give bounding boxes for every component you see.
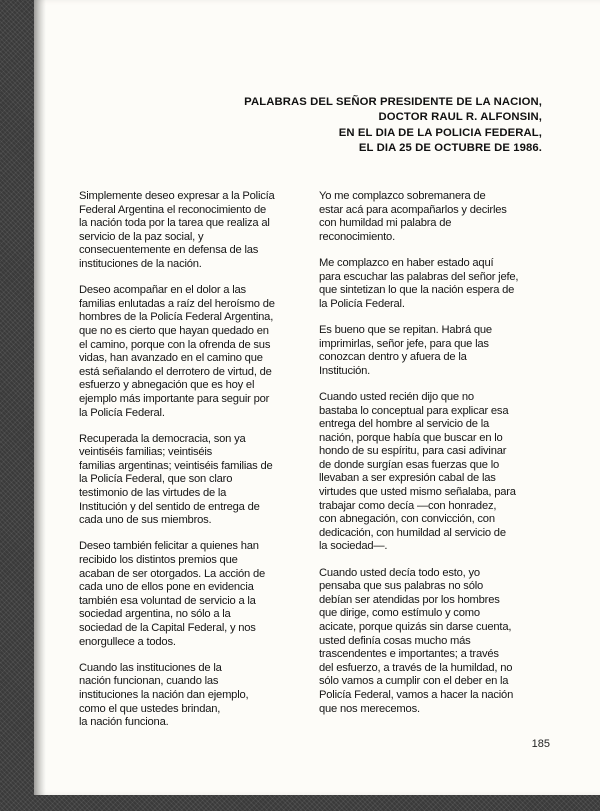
text-line: la nación funciona. — [79, 716, 169, 729]
text-line: Simplemente deseo expresar a la Policía — [79, 190, 275, 202]
text-line: que nos merecemos. — [319, 702, 420, 715]
text-line: entrega del hombre al servicio de la — [319, 418, 490, 431]
text-line: Cuando las instituciones de la — [79, 661, 222, 674]
text-line: Yo me complazco sobremanera de — [319, 190, 486, 202]
text-line: Cuando usted recién dijo que no — [319, 390, 474, 403]
text-line: nación, porque había que buscar en lo — [319, 431, 503, 444]
text-line: veintiséis familias; veintiséis — [79, 446, 213, 459]
paragraph — [79, 190, 329, 272]
text-line: el camino, porque con la ofrenda de sus — [79, 338, 271, 351]
text-line: Federal Argentina el reconocimiento de — [79, 203, 267, 216]
text-line: Institución y del sentido de entrega de — [79, 500, 260, 513]
paragraph — [79, 433, 329, 528]
text-line: estar acá para acompañarlos y decirles — [319, 203, 507, 216]
text-line: que dirige, como estímulo y como — [319, 607, 480, 620]
text-line: enorgullece a todos. — [79, 635, 176, 648]
text-line: de donde surgían esas fuerzas que lo — [319, 458, 500, 471]
text-line: que no es cierto que hayan quedado en — [79, 324, 269, 337]
text-line: Me complazco en haber estado aquí — [319, 256, 494, 269]
text-line: hombres de la Policía Federal Argentina, — [79, 311, 274, 324]
text-line: Institución. — [319, 364, 371, 377]
text-line: hondo de su espíritu, para casi adivinar — [319, 445, 507, 458]
text-line: reconocimiento. — [319, 230, 395, 243]
text-line: Recuperada la democracia, son ya — [79, 432, 246, 445]
text-line: llevaban a ser expresión cabal de las — [319, 472, 496, 485]
text-line: conozcan dentro y afuera de la — [319, 351, 467, 364]
text-line: servicio de la paz social, y — [79, 230, 204, 243]
text-line: del esfuerzo, a través de la humildad, no — [319, 661, 513, 674]
paragraph — [79, 540, 329, 649]
text-line: instituciones la nación dan ejemplo, — [79, 688, 249, 701]
text-line: trabajar como decía —con honradez, — [319, 499, 497, 512]
text-line: bastaba lo conceptual para explicar esa — [319, 404, 509, 417]
text-line: la Policía Federal. — [319, 297, 405, 310]
text-line: esfuerzo y abnegación que es hoy el — [79, 379, 255, 392]
paragraph — [319, 257, 579, 311]
text-line: sociedad de la Capital Federal, y nos — [79, 622, 256, 634]
text-line: Es bueno que se repitan. Habrá que — [319, 323, 492, 336]
text-line: acaban de ser otorgados. La acción de — [79, 567, 266, 580]
text-line: la nación toda por la tarea que realiza al — [79, 217, 270, 230]
text-line: Deseo acompañar en el dolor a las — [79, 284, 246, 297]
right-text-column — [319, 190, 579, 729]
paragraph — [79, 284, 329, 420]
title-line: EL DIA 25 DE OCTUBRE DE 1986. — [358, 142, 542, 155]
text-line: nación funcionan, cuando las — [79, 675, 219, 688]
text-line: cada uno de ellos pone en evidencia — [79, 581, 254, 594]
text-line: con humildad mi palabra de — [319, 217, 452, 230]
text-line: familias enlutadas a raíz del heroísmo de — [79, 297, 275, 310]
left-text-column — [79, 190, 329, 742]
text-line: testimonio de las virtudes de la — [79, 487, 227, 500]
text-line: acicate, porque quizás sin darse cuenta, — [319, 621, 512, 633]
text-line: sólo vamos a cumplir con el deber en la — [319, 675, 509, 688]
document-page — [34, 0, 600, 795]
text-line: vidas, han avanzado en el camino que — [79, 352, 263, 365]
title-line: EN EL DIA DE LA POLICIA FEDERAL, — [338, 126, 542, 139]
text-line: para escuchar las palabras del señor jefe, — [319, 270, 519, 283]
paragraph — [319, 324, 579, 378]
text-line: la Policía Federal. — [79, 406, 165, 419]
text-line: está señalando el derrotero de virtud, de — [79, 365, 272, 378]
text-line: que sintetizan lo que la nación espera de — [319, 284, 515, 297]
text-line: sociedad argentina, no sólo a la — [79, 608, 231, 621]
text-line: la Policía Federal, que son claro — [79, 473, 233, 486]
text-line: como el que ustedes brindan, — [79, 702, 221, 715]
text-line: también esa voluntad de servicio a la — [79, 594, 256, 607]
paragraph — [319, 391, 579, 554]
text-line: debían ser atendidas por los hombres — [319, 593, 500, 606]
page-binding-shadow — [34, 0, 46, 795]
text-line: Policía Federal, vamos a hacer la nación — [319, 688, 514, 701]
text-line: trascendentes e importantes; a través — [319, 648, 499, 661]
text-line: Deseo también felicitar a quienes han — [79, 540, 259, 553]
text-line: recibido los distintos premios que — [79, 554, 238, 567]
speech-title — [244, 95, 542, 157]
text-line: Cuando usted decía todo esto, yo — [319, 566, 480, 579]
paragraph — [79, 662, 329, 730]
text-line: consecuentemente en defensa de las — [79, 244, 259, 257]
paragraph — [319, 567, 579, 717]
paragraph — [319, 190, 579, 244]
text-line: familias argentinas; veintiséis familias de — [79, 459, 273, 472]
title-line: DOCTOR RAUL R. ALFONSIN, — [378, 111, 542, 124]
text-line: virtudes que usted mismo señalaba, para — [319, 486, 516, 499]
text-line: dedicación, con humildad al servicio de — [319, 526, 506, 539]
text-line: usted definía cosas mucho más — [319, 634, 471, 647]
text-line: imprimirlas, señor jefe, para que las — [319, 337, 489, 350]
text-line: ejemplo más importante para seguir por — [79, 392, 270, 405]
text-line: pensaba que sus palabras no sólo — [319, 580, 484, 593]
title-line: PALABRAS DEL SEÑOR PRESIDENTE DE LA NACION, — [244, 96, 542, 108]
text-line: cada uno de sus miembros. — [79, 514, 212, 527]
text-line: con abnegación, con convicción, con — [319, 513, 495, 526]
text-line: la sociedad—. — [319, 540, 388, 553]
text-line: instituciones de la nación. — [79, 257, 202, 270]
page-number: 185 — [531, 738, 550, 750]
